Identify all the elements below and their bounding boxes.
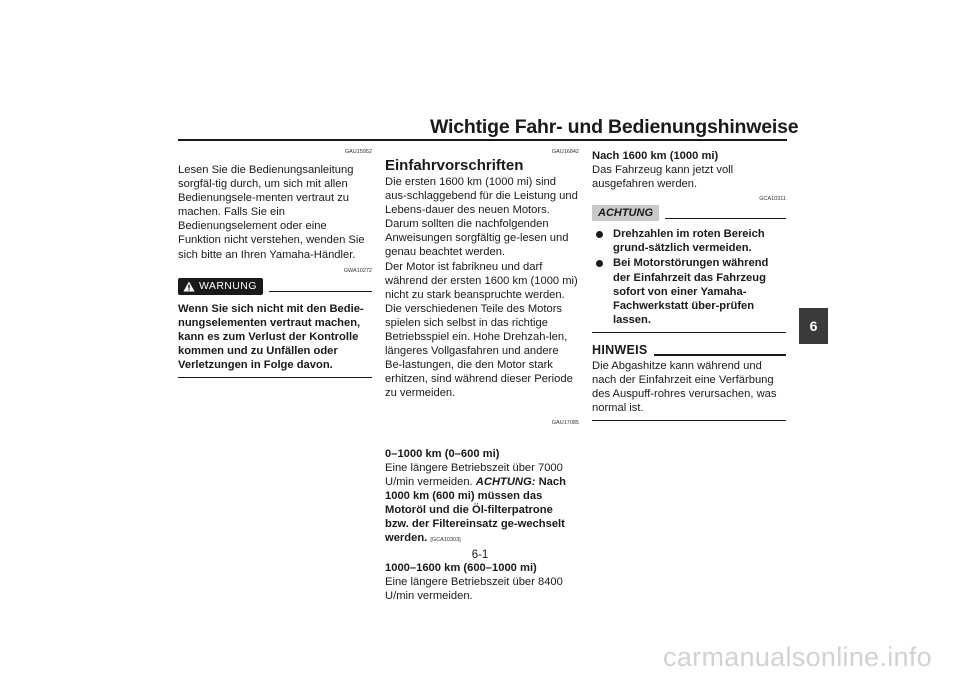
warning-end-rule — [178, 377, 372, 378]
section-code: GAU15952 — [344, 149, 372, 155]
achtung-code: GCA10311 — [759, 196, 786, 203]
hinweis-end-rule — [592, 420, 786, 421]
achtung-end-rule — [592, 332, 786, 333]
subsection-text-3: Das Fahrzeug kann jetzt voll ausgefahren werden. — [592, 164, 734, 191]
achtung-badge: ACHTUNG — [592, 205, 659, 221]
column-left — [178, 149, 372, 378]
subsection-text-2: Eine längere Betriebszeit über 8400 U/min vermeiden. — [385, 576, 563, 603]
list-item-text: Drehzahlen im roten Bereich grund-sätzlich vermeiden. — [613, 228, 765, 255]
subsection-heading-3: Nach 1600 km (1000 mi) — [592, 150, 719, 162]
subsection-heading-2: 1000–1600 km (600–1000 mi) — [385, 562, 537, 575]
warning-code: GWA10272 — [343, 267, 372, 274]
column-middle — [385, 149, 579, 603]
intro-paragraph: Lesen Sie die Bedienungsanleitung sorgfäl-tig durch, um sich mit allen Bedienungsele-menten vertraut zu machen. Falls Sie ein Bedienungselement oder eine Funktion nicht verstehen, wenden Sie sich bitte an Ihren Yamaha-Händler. — [178, 164, 365, 261]
list-item — [592, 227, 786, 255]
subsection-code: GAU17085 — [551, 419, 579, 426]
inline-achtung-text: Nach 1000 km (600 mi) müssen das Motoröl und die Öl-filterpatrone bzw. der Filtereinsatz ge-wechselt werden. — [385, 475, 566, 545]
section-heading: Einfahrvorschriften — [385, 157, 524, 174]
subsection-text-1-plain: Eine längere Betriebszeit über 7000 U/min vermeiden. — [385, 461, 563, 488]
list-item — [592, 256, 786, 326]
paragraph-1: Die ersten 1600 km (1000 mi) sind aus-schlaggebend für die Leistung und Lebens-dauer des neuen Motors. Darum sollten die nachfolgenden Anweisungen sorgfältig ge-lesen und genau beachtet werden. — [385, 176, 578, 259]
warning-triangle-icon — [183, 281, 195, 292]
list-item-text: Bei Motorstörungen während der Einfahrzeit das Fahrzeug sofort von einer Yamaha-Fachwerkstatt über-prüfen lassen. — [613, 257, 769, 326]
page-title: Wichtige Fahr- und Bedienungshinweise — [430, 116, 799, 138]
title-rule — [178, 139, 787, 141]
hinweis-text: Die Abgashitze kann während und nach der Einfahrzeit eine Verfärbung des Auspuff-rohres verursachen, was normal ist. — [592, 359, 777, 415]
achtung-header-line — [665, 218, 786, 220]
section-code: GAU16842 — [551, 149, 579, 155]
warning-text: Wenn Sie sich nicht mit den Bedie-nungselementen vertraut machen, kann es zum Verlust der Kontrolle kommen und zu Unfällen oder Verletzungen in Folge davon. — [178, 302, 364, 372]
hinweis-header-line — [654, 354, 786, 356]
paragraph-2: Der Motor ist fabrikneu und darf während der ersten 1600 km (1000 mi) nicht zu stark beanspruchte werden. Die verschiedenen Teile des Motors spielen sich selbst in das richtige Betriebsspiel ein. Hohe Drehzah-len, längeres Vollgasfahren und andere Be-lastungen, die den Motor stark erhitzen, sind während dieser Periode zu vermeiden. — [385, 260, 578, 400]
hinweis-header — [592, 341, 786, 359]
warning-header-line — [269, 291, 372, 293]
warning-badge — [178, 278, 263, 295]
inline-achtung-label: ACHTUNG: — [475, 475, 536, 488]
inline-code: [GCA10303] — [430, 537, 461, 544]
column-right — [592, 149, 786, 421]
hinweis-label: HINWEIS — [592, 342, 648, 357]
achtung-list — [592, 227, 786, 327]
chapter-tab: 6 — [799, 308, 828, 344]
achtung-header — [592, 204, 786, 222]
bullet-dot-icon — [596, 260, 603, 267]
warning-label: WARNUNG — [199, 280, 257, 293]
subsection-text-1 — [385, 461, 579, 548]
warning-header — [178, 278, 372, 296]
watermark: carmanualsonline.info — [663, 642, 932, 672]
page-number: 6-1 — [471, 549, 489, 561]
subsection-heading-1: 0–1000 km (0–600 mi) — [385, 447, 500, 460]
bullet-dot-icon — [596, 231, 603, 238]
